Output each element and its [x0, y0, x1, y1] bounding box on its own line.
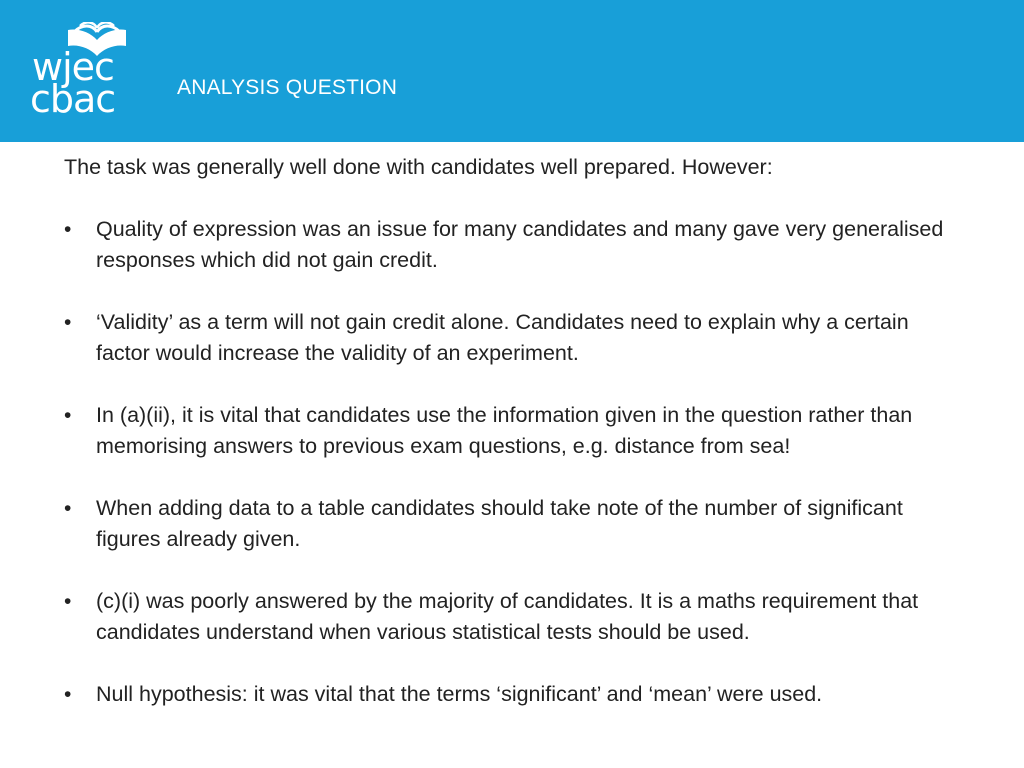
bullet-icon: • [64, 311, 72, 334]
list-item-text: ‘Validity’ as a term will not gain credit alone. Candidates need to explain why a certain factor would increase the validity of an experiment. [96, 310, 909, 365]
slide-body [64, 150, 964, 710]
bullet-icon: • [64, 497, 72, 520]
list-item [64, 493, 964, 555]
wjec-cbac-logo [28, 22, 138, 121]
list-item-text: In (a)(ii), it is vital that candidates use the information given in the question rather than memorising answers to previous exam questions, e.g. distance from sea! [96, 403, 913, 458]
list-item-text: Null hypothesis: it was vital that the terms ‘significant’ and ‘mean’ were used. [96, 682, 823, 706]
bullet-icon: • [64, 218, 72, 241]
list-item [64, 679, 964, 710]
slide-title: ANALYSIS QUESTION [177, 76, 398, 99]
list-item-text: (c)(i) was poorly answered by the majority of candidates. It is a maths requirement that candidates understand when various statistical tests should be used. [96, 589, 919, 644]
logo-text-wjec: wjec [32, 45, 114, 89]
list-item [64, 400, 964, 462]
header-banner [0, 0, 1024, 142]
bullet-icon: • [64, 590, 72, 613]
list-item [64, 307, 964, 369]
logo-text-cbac: cbac [30, 77, 116, 121]
list-item-text: When adding data to a table candidates should take note of the number of significant figures already given. [96, 496, 903, 551]
intro-text: The task was generally well done with candidates well prepared. However: [64, 155, 773, 179]
bullet-list [64, 214, 964, 710]
bullet-icon: • [64, 683, 72, 706]
list-item [64, 586, 964, 648]
bullet-icon: • [64, 404, 72, 427]
list-item-text: Quality of expression was an issue for many candidates and many gave very generalised responses which did not gain credit. [96, 217, 944, 272]
list-item [64, 214, 964, 276]
